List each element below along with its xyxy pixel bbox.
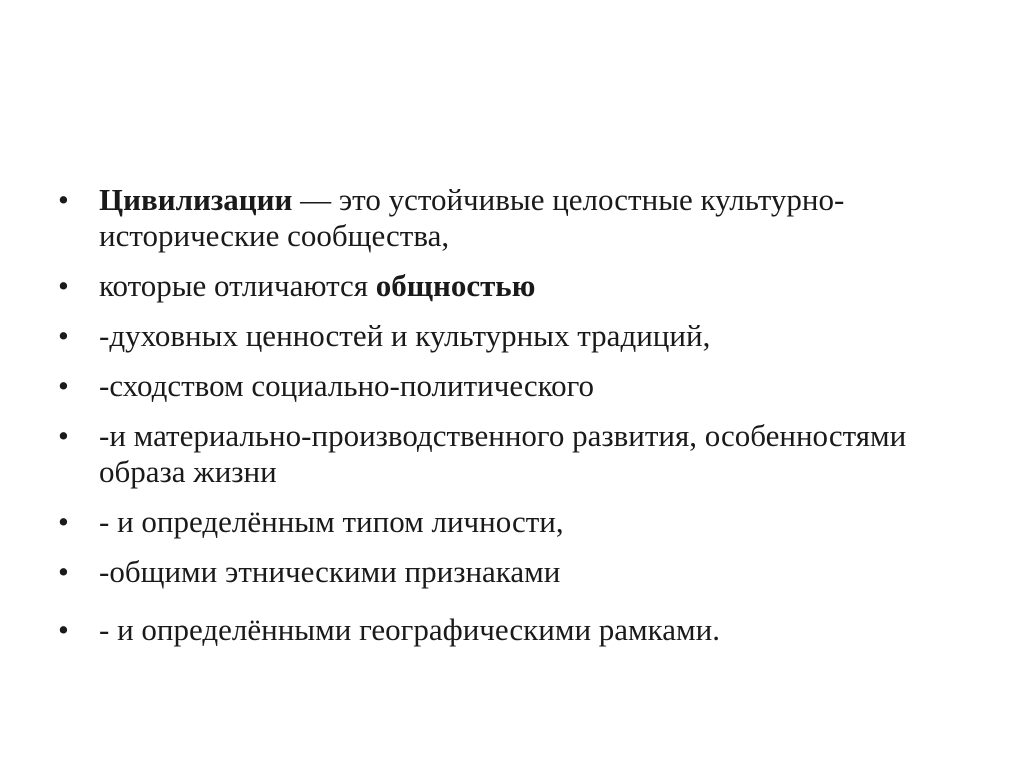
definition-text: — это устойчивые целостные культурно-исторические сообщества, (99, 182, 845, 253)
bullet-item-commonality (58, 268, 978, 304)
bullet-item-geographic-bounds (58, 612, 978, 648)
term-commonality: общностью (375, 268, 536, 303)
bullet-item-sociopolitical (58, 368, 978, 404)
bullet-item-civilizations (58, 182, 978, 254)
bullet-icon: • (58, 418, 69, 453)
bullet-item-personality-type (58, 504, 978, 540)
commonality-text: которые отличаются (99, 268, 376, 303)
bullet-list (58, 182, 978, 662)
bullet-icon: • (58, 268, 69, 303)
bullet-icon: • (58, 368, 69, 403)
bullet-icon: • (58, 504, 69, 539)
term-civilizations: Цивилизации (99, 182, 293, 217)
spiritual-values-text: -духовных ценностей и культурных традиций, (99, 318, 711, 353)
bullet-item-ethnic-features (58, 554, 978, 590)
material-production-text: -и материально-производственного развития, особенностями образа жизни (99, 418, 907, 489)
sociopolitical-text: -сходством социально-политического (99, 368, 595, 403)
bullet-icon: • (58, 182, 69, 217)
bullet-icon: • (58, 318, 69, 353)
bullet-icon: • (58, 554, 69, 589)
ethnic-features-text: -общими этническими признаками (99, 554, 561, 589)
geographic-bounds-text: - и определёнными географическими рамками. (99, 612, 720, 647)
personality-type-text: - и определённым типом личности, (99, 504, 564, 539)
bullet-item-spiritual-values (58, 318, 978, 354)
bullet-icon: • (58, 612, 69, 647)
bullet-item-material-production (58, 418, 978, 490)
